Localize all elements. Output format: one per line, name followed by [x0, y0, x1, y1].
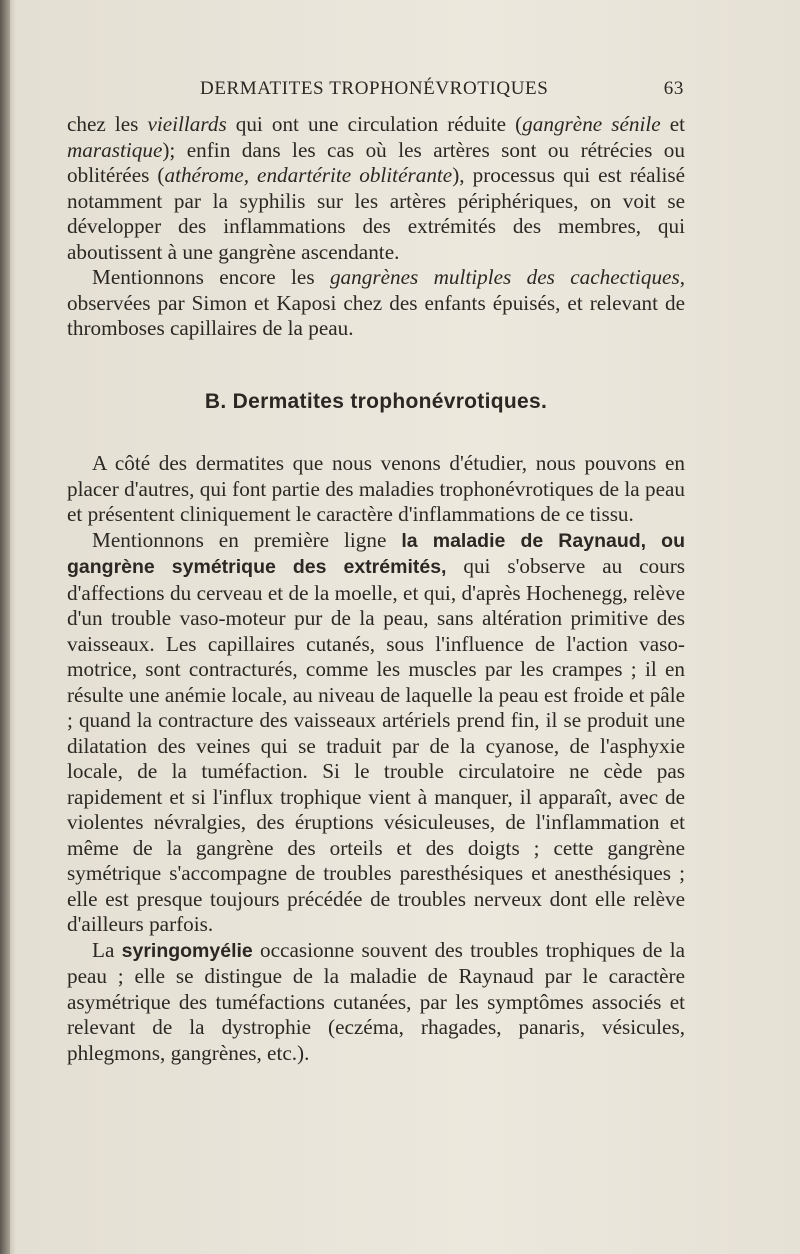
running-header [200, 78, 684, 106]
page-number: 63 [663, 78, 684, 99]
paragraph-5: La syringomyélie occasionne souvent des troubles trophiques de la peau ; elle se distingue de la maladie de Raynaud par le caractère asymétrique des tuméfactions cutanées, par les symptômes associés et relevant de la dystrophie (eczéma, rhagades, panaris, vésicules, phlegmons, gangrènes, etc.). [67, 937, 685, 1065]
running-title: DERMATITES TROPHONÉVROTIQUES [200, 78, 549, 99]
paragraph-2: Mentionnons encore les gangrènes multiples des cachectiques, observées par Simon et Kaposi chez des enfants épuisés, et relevant de thromboses capillaires de la peau. [67, 265, 685, 340]
page-body [67, 112, 685, 1066]
page-gutter [0, 0, 10, 1254]
paragraph-3: A côté des dermatites que nous venons d'étudier, nous pouvons en placer d'autres, qui font partie des maladies trophonévrotiques de la peau et présentent cliniquement le caractère d'inflammations de ce tissu. [67, 451, 685, 526]
paragraph-4: Mentionnons en première ligne la maladie de Raynaud, ou gangrène symétrique des extrémités, qui s'observe au cours d'affections du cerveau et de la moelle, et qui, d'après Hochenegg, relève d'un trouble vaso-moteur pur de la peau, sans altération primitive des vaisseaux. Les capillaires cutanés, sous l'influence de l'action vaso-motrice, sont contracturés, comme les muscles par les crampes ; il en résulte une anémie locale, au niveau de laquelle la peau est froide et pâle ; quand la contracture des vaisseaux artériels prend fin, il se produit une dilatation des veines qui se traduit par de la cyanose, de l'asphyxie locale, de la tuméfaction. Si le trouble circulatoire ne cède pas rapidement et si l'influx trophique vient à manquer, il apparaît, avec de violentes névralgies, des éruptions vésiculeuses, de l'inflammation et même de la gangrène des orteils et des doigts ; cette gangrène symétrique s'accompagne de troubles paresthésiques et anesthésiques ; elle est presque toujours précédée de troubles nerveux dont elle relève d'ailleurs parfois. [67, 527, 686, 936]
paragraph-1: chez les vieillards qui ont une circulation réduite (gangrène sénile et marastique); enfin dans les cas où les artères sont ou rétrécies ou oblitérées (athérome, endartérite oblitérante), processus qui est réalisé notamment par la syphilis sur les artères périphériques, on voit se développer des inflammations des extrémités des membres, qui aboutissent à une gangrène ascendante. [67, 112, 686, 264]
section-heading: B. Dermatites trophonévrotiques. [204, 389, 548, 413]
